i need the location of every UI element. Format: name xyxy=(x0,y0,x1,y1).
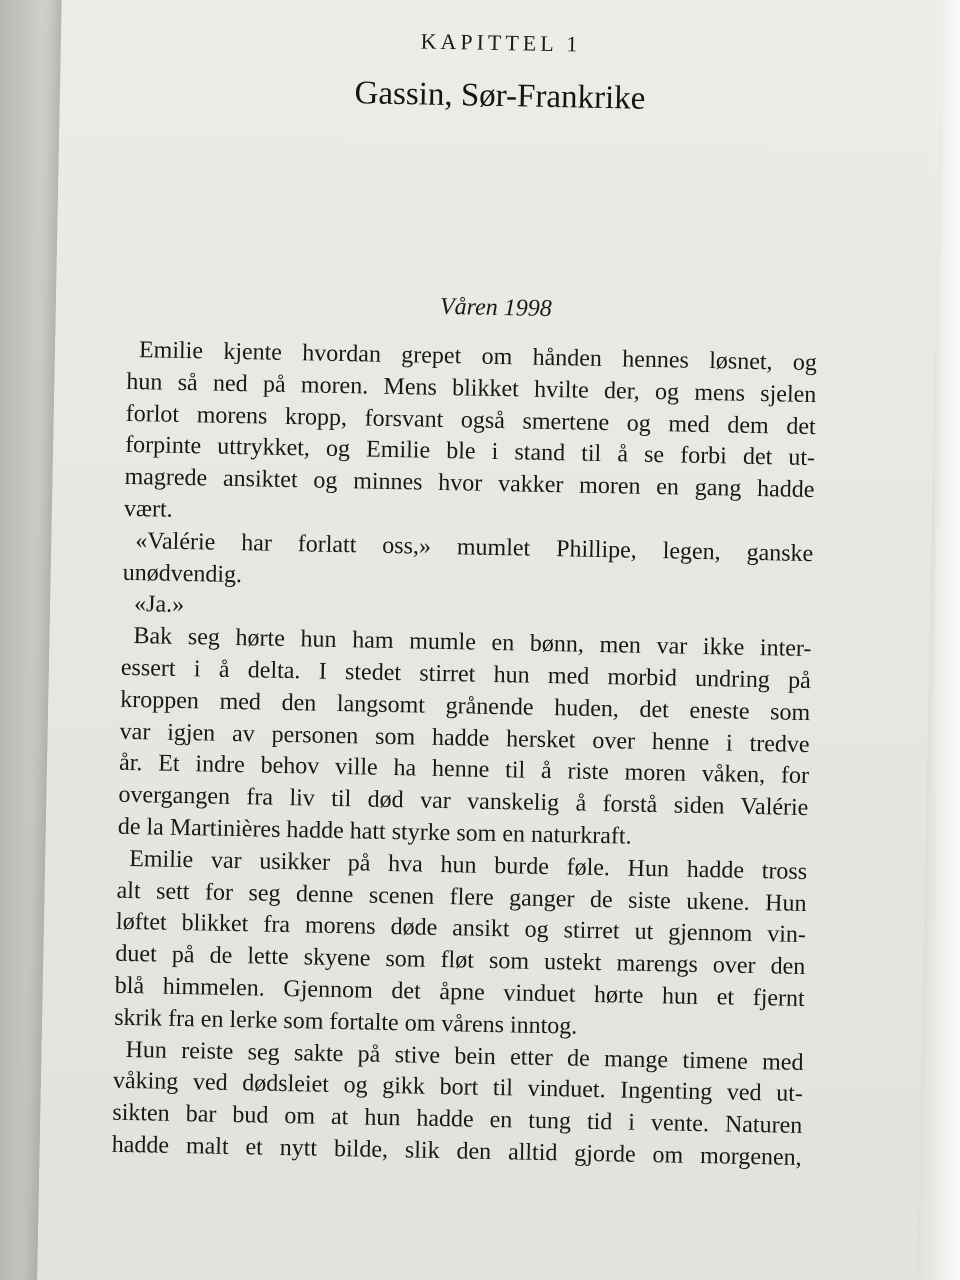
book-page xyxy=(37,0,942,1280)
text-line: «Ja.» xyxy=(133,591,185,619)
text-line: essert i å delta. I stedet stirret hun med morbid undring på xyxy=(120,654,812,695)
text-line: våking ved dødsleiet og gikk bort til vinduet. Ingenting ved ut- xyxy=(112,1068,804,1108)
chapter-label: KAPITTEL 1 xyxy=(420,28,582,57)
text-line: «Valérie har forlatt oss,» mumlet Phillipe, legen, ganske xyxy=(135,527,814,567)
text-line: magrede ansiktet og minnes hvor vakker moren en gang hadde xyxy=(124,464,815,504)
text-line: forpinte uttrykket, og Emilie ble i stand til å se forbi det ut- xyxy=(124,432,816,472)
text-line: hadde malt et nytt bilde, slik den alltid gjorde om morgenen, xyxy=(111,1131,802,1171)
text-line: år. Et indre behov ville ha henne til å riste moren våken, for xyxy=(118,750,810,790)
chapter-title: Gassin, Sør-Frankrike xyxy=(354,75,646,117)
text-line: Emilie kjente hvordan grepet om hånden hennes løsnet, og xyxy=(138,337,818,377)
text-line: løftet blikket fra morens døde ansikt og stirret ut gjennom vin- xyxy=(115,909,807,949)
text-line: overgangen fra liv til død var vanskelig å forstå siden Valérie xyxy=(118,781,809,822)
section-date: Våren 1998 xyxy=(439,293,553,323)
text-line: unødvendig. xyxy=(122,559,243,588)
text-line: hun så ned på moren. Mens blikket hvilte der, og mens sjelen xyxy=(126,368,817,408)
text-line: duet på de lette skyene som fløt som ustekt marengs over den xyxy=(115,940,806,981)
text-line: kroppen med den langsomt grånende huden, det eneste som xyxy=(120,686,811,726)
text-line: skrik fra en lerke som fortalte om vårens inntog. xyxy=(113,1004,578,1040)
page-edge-highlight xyxy=(934,0,960,1280)
text-line: Hun reiste seg sakte på stive bein etter de mange timene med xyxy=(125,1036,804,1076)
text-line: de la Martinières hadde hatt styrke som en naturkraft. xyxy=(117,813,632,850)
text-line: var igjen av personen som hadde hersket over henne i tredve xyxy=(119,718,810,758)
text-line: Emilie var usikker på hva hun burde føle. Hun hadde tross xyxy=(129,845,808,885)
text-line: sikten bar bud om at hun hadde en tung tid i vente. Naturen xyxy=(112,1099,803,1140)
text-line: forlot morens kropp, forsvant også smertene og med dem det xyxy=(125,400,816,440)
text-line: blå himmelen. Gjennom det åpne vinduet hørte hun et fjernt xyxy=(114,972,805,1012)
text-line: alt sett for seg denne scenen flere ganger de siste ukene. Hun xyxy=(116,877,807,917)
text-line: vært. xyxy=(123,495,173,523)
text-line: Bak seg hørte hun ham mumle en bønn, men var ikke inter- xyxy=(133,623,812,663)
body-text xyxy=(111,335,817,1175)
